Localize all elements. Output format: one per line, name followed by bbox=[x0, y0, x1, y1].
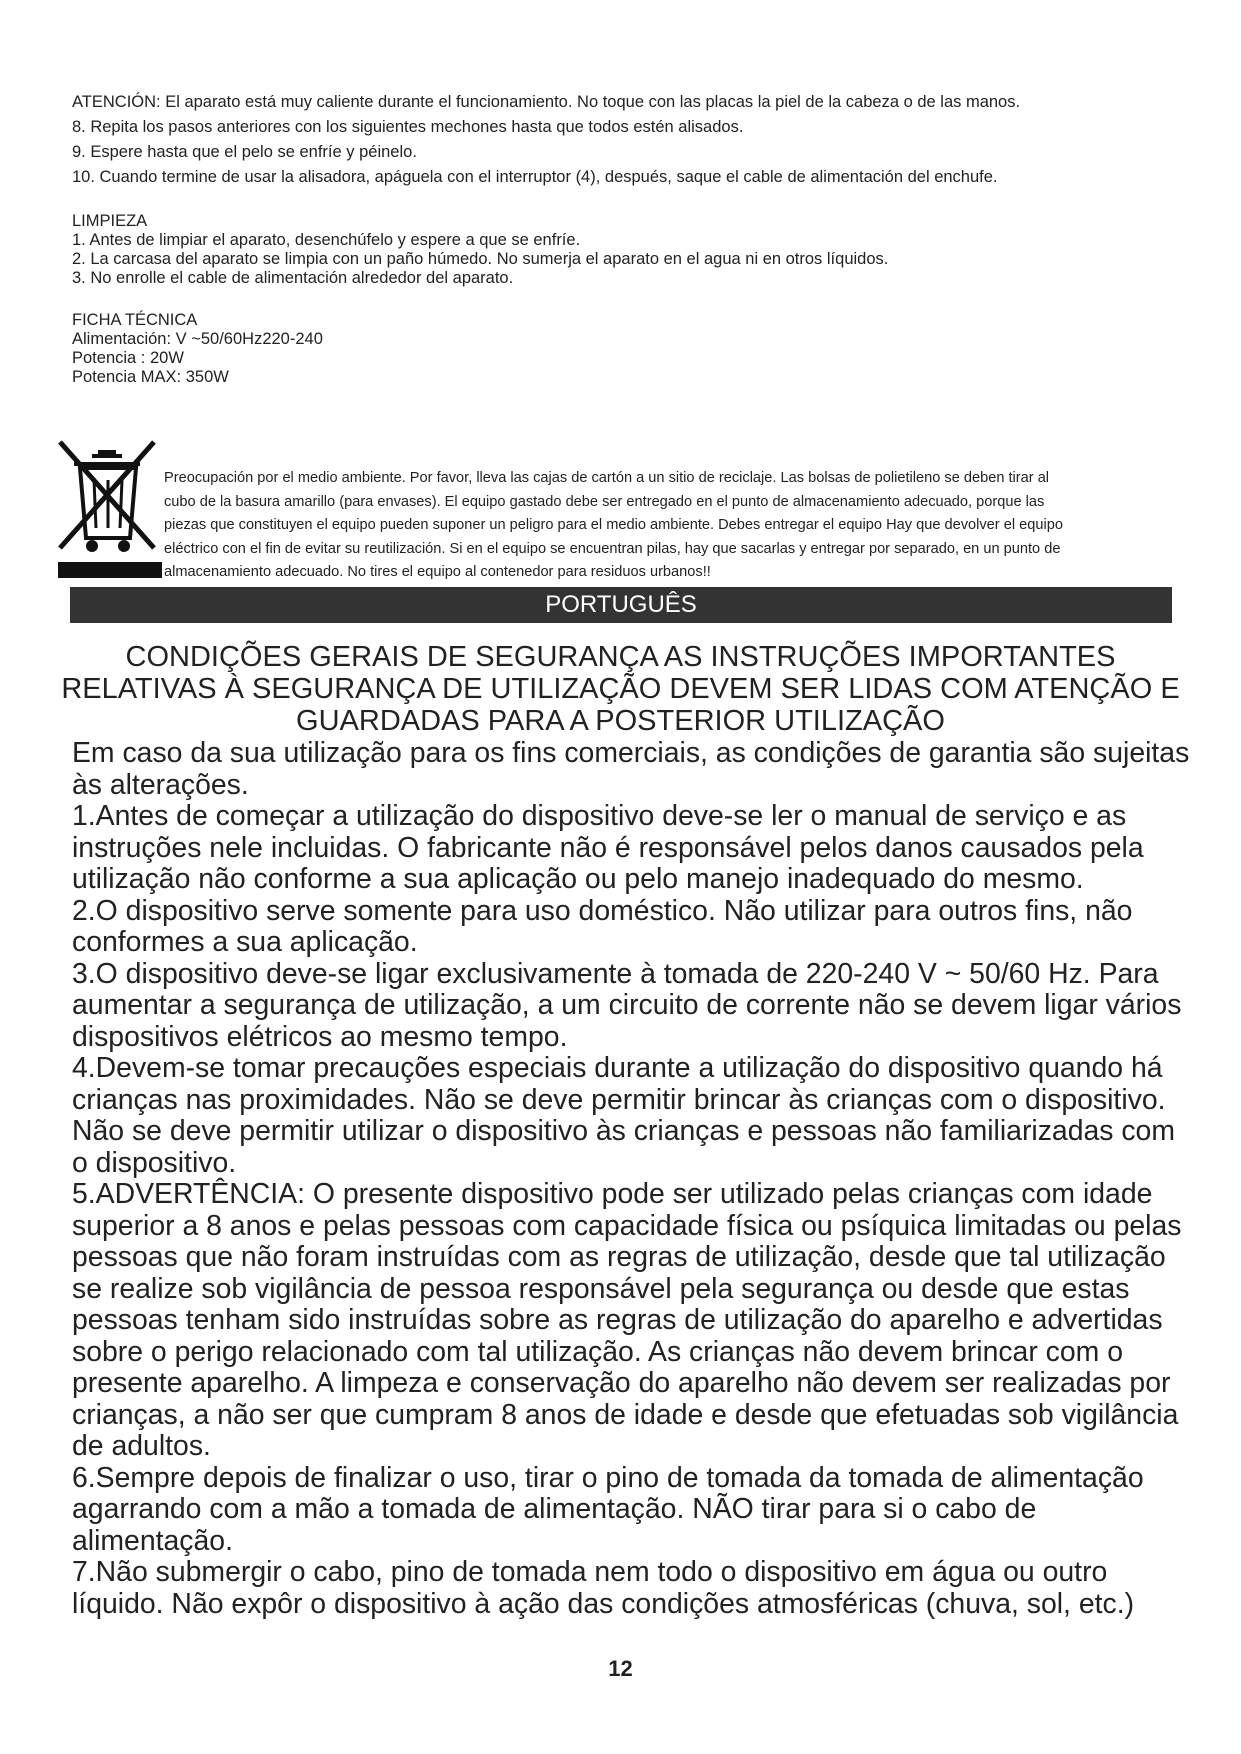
language-bar: PORTUGUÊS bbox=[70, 587, 1172, 623]
text-line: almacenamiento adecuado. No tires el equipo al contenedor para residuos urbanos!! bbox=[164, 564, 711, 580]
page-number: 12 bbox=[608, 1656, 633, 1681]
text-line: Preocupación por el medio ambiente. Por favor, lleva las cajas de cartón a un sitio de reciclaje. Las bolsas de polietileno se deben tirar al bbox=[164, 470, 1050, 486]
operating-notes bbox=[72, 90, 1182, 190]
text-line: agarrando com a mão a tomada de alimentação. NÃO tirar para si o cabo de bbox=[72, 1493, 1037, 1525]
text-line: 8. Repita los pasos anteriores con los siguientes mechones hasta que todos estén alisados. bbox=[72, 118, 744, 136]
text-line: às alterações. bbox=[72, 768, 249, 801]
crossed-out-wheelie-bin-icon bbox=[58, 440, 162, 580]
text-line: conformes a sua aplicação. bbox=[72, 926, 418, 958]
text-line: ATENCIÓN: El aparato está muy caliente durante el funcionamiento. No toque con las placas la piel de la cabeza o de las manos. bbox=[72, 93, 1021, 111]
technical-spec-section bbox=[72, 311, 1182, 387]
spec-line: Alimentación: V ~50/60Hz220-240 bbox=[72, 330, 323, 348]
text-line: sobre o perigo relacionado com tal utilização. As crianças não devem brincar com o bbox=[72, 1335, 1123, 1368]
text-line: piezas que constituyen el equipo pueden suponer un peligro para el medio ambiente. Debes entregar el equipo Hay que devolver el equipo bbox=[164, 517, 1063, 533]
text-line: crianças, a não ser que cumpram 8 anos de idade e desde que efetuadas sob vigilância bbox=[72, 1398, 1179, 1431]
text-line: 1.Antes de começar a utilização do dispositivo deve-se ler o manual de serviço e as bbox=[72, 800, 1127, 832]
text-line: Em caso da sua utilização para os fins comerciais, as condições de garantia são sujeitas bbox=[72, 737, 1190, 769]
text-line: dispositivos elétricos ao mesmo tempo. bbox=[72, 1020, 568, 1053]
safety-instructions bbox=[72, 737, 1190, 1620]
spec-line: Potencia MAX: 350W bbox=[72, 368, 229, 386]
section-title: LIMPIEZA bbox=[72, 212, 148, 230]
text-line: 6.Sempre depois de finalizar o uso, tirar o pino de tomada da tomada de alimentação bbox=[72, 1461, 1144, 1494]
heading-line: GUARDADAS PARA A POSTERIOR UTILIZAÇÃO bbox=[296, 705, 945, 737]
heading-line: CONDIÇÕES GERAIS DE SEGURANÇA AS INSTRUÇÕES IMPORTANTES bbox=[125, 641, 1116, 673]
text-line: líquido. Não expôr o dispositivo à ação das condições atmosféricas (chuva, sol, etc.) bbox=[72, 1587, 1135, 1620]
safety-heading bbox=[60, 641, 1181, 737]
text-line: eléctrico con el fin de evitar su reutilización. Si en el equipo se encuentran pilas, hay que sacarlas y entregar por separado, en un punto de bbox=[164, 540, 1061, 557]
text-line: 3.O dispositivo deve-se ligar exclusivamente à tomada de 220-240 V ~ 50/60 Hz. Para bbox=[72, 957, 1159, 990]
environment-notice bbox=[58, 440, 1188, 582]
text-line: 3. No enrolle el cable de alimentación alrededor del aparato. bbox=[72, 269, 514, 287]
text-line: aumentar a segurança de utilização, a um circuito de corrente não se devem ligar vários bbox=[72, 989, 1182, 1021]
section-title: FICHA TÉCNICA bbox=[72, 311, 198, 329]
text-line: 10. Cuando termine de usar la alisadora, apáguela con el interruptor (4), después, saque el cable de alimentación del enchufe. bbox=[72, 168, 998, 186]
text-line: 5.ADVERTÊNCIA: O presente dispositivo pode ser utilizado pelas crianças com idade bbox=[72, 1178, 1153, 1210]
text-line: 2.O dispositivo serve somente para uso doméstico. Não utilizar para outros fins, não bbox=[72, 894, 1133, 927]
text-line: Não se deve permitir utilizar o dispositivo às crianças e pessoas não familiarizadas com bbox=[72, 1115, 1175, 1147]
cleaning-section bbox=[72, 212, 1182, 288]
text-line: 9. Espere hasta que el pelo se enfríe y péinelo. bbox=[72, 143, 417, 161]
heading-line: RELATIVAS À SEGURANÇA DE UTILIZAÇÃO DEVEM SER LIDAS COM ATENÇÃO E bbox=[61, 673, 1180, 705]
text-line: 4.Devem-se tomar precauções especiais durante a utilização do dispositivo quando há bbox=[72, 1052, 1163, 1084]
environment-text bbox=[164, 467, 1194, 585]
text-line: alimentação. bbox=[72, 1524, 233, 1557]
text-line: presente aparelho. A limpeza e conservação do aparelho não devem ser realizadas por bbox=[72, 1367, 1171, 1399]
text-line: superior a 8 anos e pelas pessoas com capacidade física ou psíquica limitadas ou pelas bbox=[72, 1209, 1182, 1242]
text-line: o dispositivo. bbox=[72, 1146, 237, 1179]
text-line: 2. La carcasa del aparato se limpia con un paño húmedo. No sumerja el aparato en el agua ni en otros líquidos. bbox=[72, 250, 889, 268]
text-line: 7.Não submergir o cabo, pino de tomada nem todo o dispositivo em água ou outro bbox=[72, 1556, 1108, 1588]
text-line: de adultos. bbox=[72, 1430, 211, 1462]
text-line: pessoas tenham sido instruídas sobre as regras de utilização do aparelho e advertidas bbox=[72, 1304, 1163, 1336]
text-line: utilização não conforme a sua aplicação ou pelo manejo inadequado do mesmo. bbox=[72, 863, 1084, 895]
text-line: 1. Antes de limpiar el aparato, desenchúfelo y espere a que se enfríe. bbox=[72, 231, 581, 249]
text-line: se realize sob vigilância de pessoa responsável pela segurança ou desde que estas bbox=[72, 1272, 1130, 1305]
text-line: cubo de la basura amarillo (para envases). El equipo gastado debe ser entregado en el punto de almacenamiento adecuado, porque las bbox=[164, 493, 1045, 510]
text-line: instruções nele incluidas. O fabricante não é responsável pelos danos causados pela bbox=[72, 831, 1144, 864]
text-line: pessoas que não foram instruídas com as regras de utilização, desde que tal utilização bbox=[72, 1241, 1166, 1273]
spec-line: Potencia : 20W bbox=[72, 349, 184, 367]
text-line: crianças nas proximidades. Não se deve permitir brincar às crianças com o dispositivo. bbox=[72, 1083, 1166, 1116]
